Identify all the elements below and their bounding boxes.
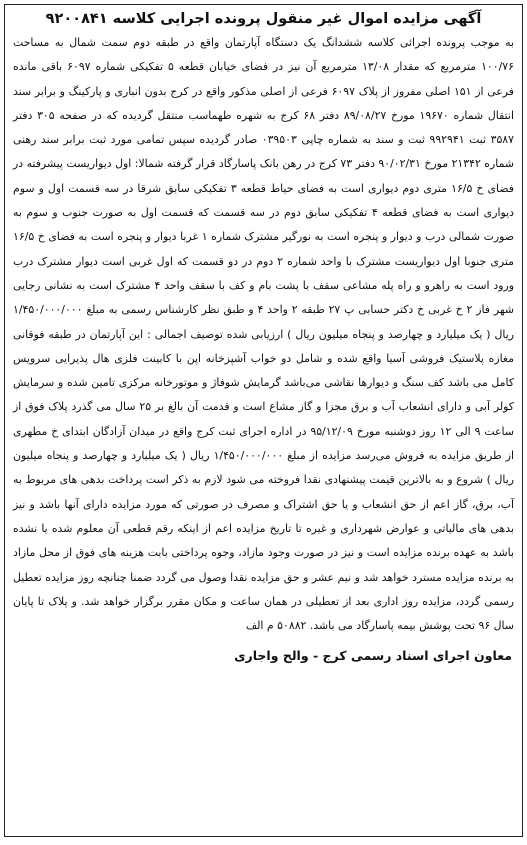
auction-notice: [4, 4, 523, 837]
notice-body: به موجب پرونده اجرائی کلاسه ششدانگ یک دستگاه آپارتمان واقع در طبقه دوم سمت شمال به مساحت ۱۰۰/۷۶ مترمربع که مقدار ۱۳/۰۸ مترمربع آن نیز در فضای خیابان قطعه ۵ تفکیکی شماره ۶۰۹۷ باقی مانده فرعی از ۱۵۱ اصلی مفروز از پلاک ۶۰۹۷ فرعی از اصلی مذکور واقع در کرج بدون انباری و پارکینگ و برابر سند انتقال شماره ۱۹۶۷۰ مورخ ۸۹/۰۸/۲۷ دفتر ۶۸ کرج به شهره طهماسب منتقل گردیده که در صفحه ۳۰۵ دفتر ۳۵۸۷ ثبت ۹۹۲۹۴۱ ثبت و سند به شماره چاپی ۰۳۹۵۰۳ صادر گردیده سپس تمامی مورد ثبت برابر سند رهنی شماره ۲۱۳۴۲ مورخ ۹۰/۰۲/۳۱ دفتر ۷۳ کرج در رهن بانک پاسارگاد قرار گرفته شمالا: اول دیواریست پیشرفته در فضای خ ۱۶/۵ متری دوم دیواری است به فضای حیاط قطعه ۳ تفکیکی سابق شرقا در سه قسمت اول و سوم دیواری است به فضای قطعه ۴ تفکیکی سابق دوم در سه قسمت که قسمت اول به صورت جنوب و سوم به صورت شمالی درب و دیوار و پنجره است به نورگیر مشترک شماره ۱ غربا دیوار و پنجره است به فضای خ ۱۶/۵ متری جنوبا اول دیواریست مشترک با واحد شماره ۲ دوم در دو قسمت که اول غربی است دیوار مشترک درب ورود است به راهرو و راه پله مشاعی سقف با پشت بام و کف با سقف واحد ۴ مشترک است به نشانی رجایی شهر فاز ۲ خ غربی خ دکتر حسابی پ ۲۷ طبقه ۲ واحد ۴ و طبق نظر کارشناس رسمی به مبلغ ۱/۴۵۰/۰۰۰/۰۰۰ ریال ( یک میلیارد و چهارصد و پنجاه میلیون ریال ) ارزیابی شده توصیف اجمالی : این آپارتمان در طبقه فوقانی مغازه پلاستیک فروشی آسیا واقع شده و شامل دو خواب آشپزخانه اپن با کابینت فلزی هال پذیرایی سرویس کامل می باشد کف سنگ و دیوارها نقاشی می‌باشد گرمایش شوفاژ و موتورخانه مرکزی تامین شده و سرمایش کولر آبی و دارای انشعاب آب و برق مجزا و گاز مشاع است و قدمت آن بالغ بر ۲۵ سال می گذرد پلاک فوق از ساعت ۹ الی ۱۲ روز دوشنبه مورخ ۹۵/۱۲/۰۹ در اداره اجرای ثبت کرج واقع در میدان آزادگان ابتدای خ مطهری از طریق مزایده به فروش می‌رسد مزایده از مبلغ ۱/۴۵۰/۰۰۰/۰۰۰ ریال ( یک میلیارد و چهارصد و پنجاه میلیون ریال ) شروع و به بالاترین قیمت پیشنهادی نقدا فروخته می شود لازم به ذکر است پرداخت بدهی های مربوط به آب، برق، گاز اعم از حق انشعاب و یا حق اشتراک و مصرف در صورتی که مورد مزایده دارای آنها باشد و نیز بدهی های مالیاتی و عوارض شهرداری و غیره تا تاریخ مزایده اعم از اینکه رقم قطعی آن معلوم شده یا نشده باشد به عهده برنده مزایده است و نیز در صورت وجود مازاد، وجوه پرداختی بابت هزینه های فوق از محل مازاد به برنده مزایده مسترد خواهد شد و نیم عشر و حق مزایده نقدا وصول می گردد ضمنا چنانچه روز مزایده تعطیل رسمی گردد، مزایده روز اداری بعد از تعطیلی در همان ساعت و مکان مقرر برگزار خواهد شد. و پلاک تا پایان سال ۹۶ تحت پوشش بیمه پاسارگاد می باشد. ۵۰۸۸۲ م الف: [13, 36, 515, 633]
notice-signature: معاون اجرای اسناد رسمی کرج - والح واجاری: [234, 648, 512, 664]
notice-title: آگهی مزایده اموال غیر منقول پرونده اجرایی کلاسه ۹۲۰۰۸۴۱: [45, 11, 482, 27]
